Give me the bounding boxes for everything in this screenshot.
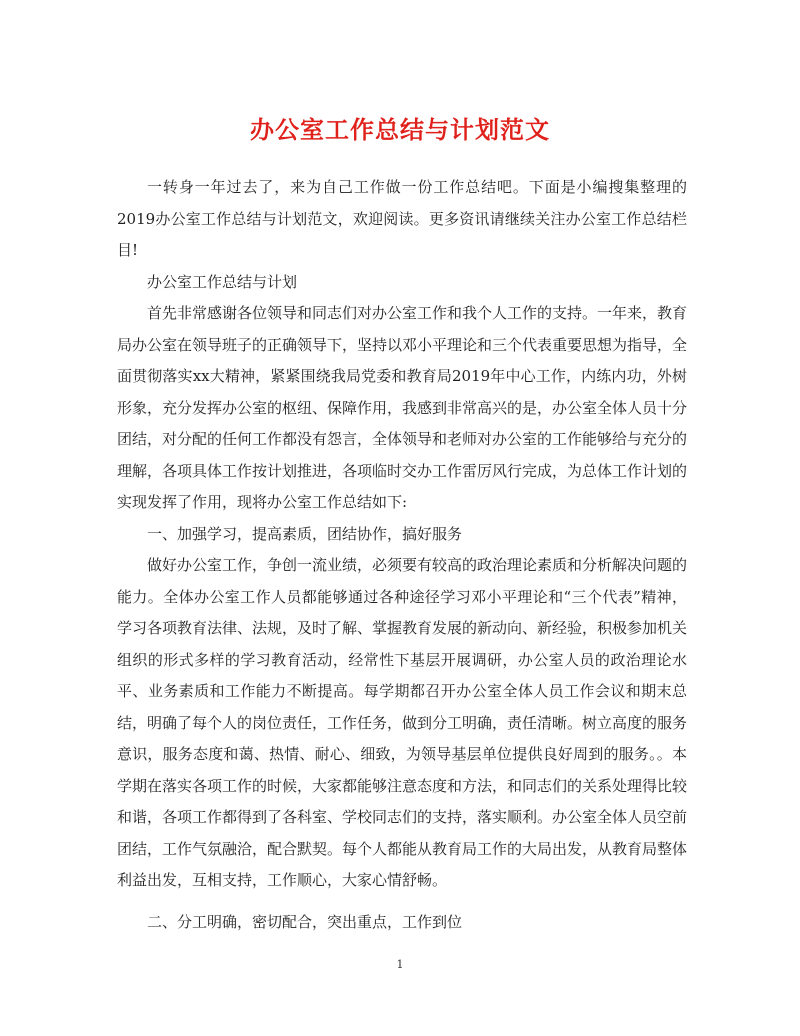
- document-body: [117, 172, 687, 938]
- page-number: 1: [396, 958, 404, 971]
- intro-paragraph: 一转身一年过去了，来为自己工作做一份工作总结吧。下面是小编搜集整理的2019办公室工作总结与计划范文，欢迎阅读。更多资讯请继续关注办公室工作总结栏目!: [117, 178, 687, 259]
- document-title: 办公室工作总结与计划范文: [250, 115, 550, 144]
- section-heading: 一、加强学习，提高素质，团结协作，搞好服务: [147, 524, 463, 543]
- section-heading: 二、分工明确，密切配合，突出重点，工作到位: [147, 912, 463, 931]
- body-paragraph: 做好办公室工作，争创一流业绩，必须要有较高的政治理论素质和分析解决问题的能力。全体办公室工作人员都能够通过各种途径学习邓小平理论和“三个代表”精神，学习各项教育法律、法规，及时了解、掌握教育发展的新动向、新经验，积极参加机关组织的形式多样的学习教育活动，经常性下基层开展调研，办公室人员的政治理论水平、业务素质和工作能力不断提高。每学期都召开办公室全体人员工作会议和期末总结，明确了每个人的岗位责任，工作任务，做到分工明确，责任清晰。树立高度的服务意识，服务态度和蔼、热情、耐心、细致，为领导基层单位提供良好周到的服务。。本学期在落实各项工作的时候，大家都能够注意态度和方法，和同志们的关系处理得比较和谐，各项工作都得到了各科室、学校同志们的支持，落实顺利。办公室全体人员空前团结，工作气氛融洽，配合默契。每个人都能从教育局工作的大局出发，从教育局整体利益出发，互相支持，工作顺心，大家心情舒畅。: [117, 556, 688, 889]
- body-paragraph: 首先非常感谢各位领导和同志们对办公室工作和我个人工作的支持。一年来，教育局办公室在领导班子的正确领导下，坚持以邓小平理论和三个代表重要思想为指导，全面贯彻落实xx大精神，紧紧围绕我局党委和教育局2019年中心工作，内练内功，外树形象，充分发挥办公室的枢纽、保障作用，我感到非常高兴的是，办公室全体人员十分团结，对分配的任何工作都没有怨言，全体领导和老师对办公室的工作能够给与充分的理解，各项具体工作按计划推进，各项临时交办工作雷厉风行完成，为总体工作计划的实现发挥了作用，现将办公室工作总结如下:: [117, 304, 688, 511]
- section-heading: 办公室工作总结与计划: [147, 272, 298, 291]
